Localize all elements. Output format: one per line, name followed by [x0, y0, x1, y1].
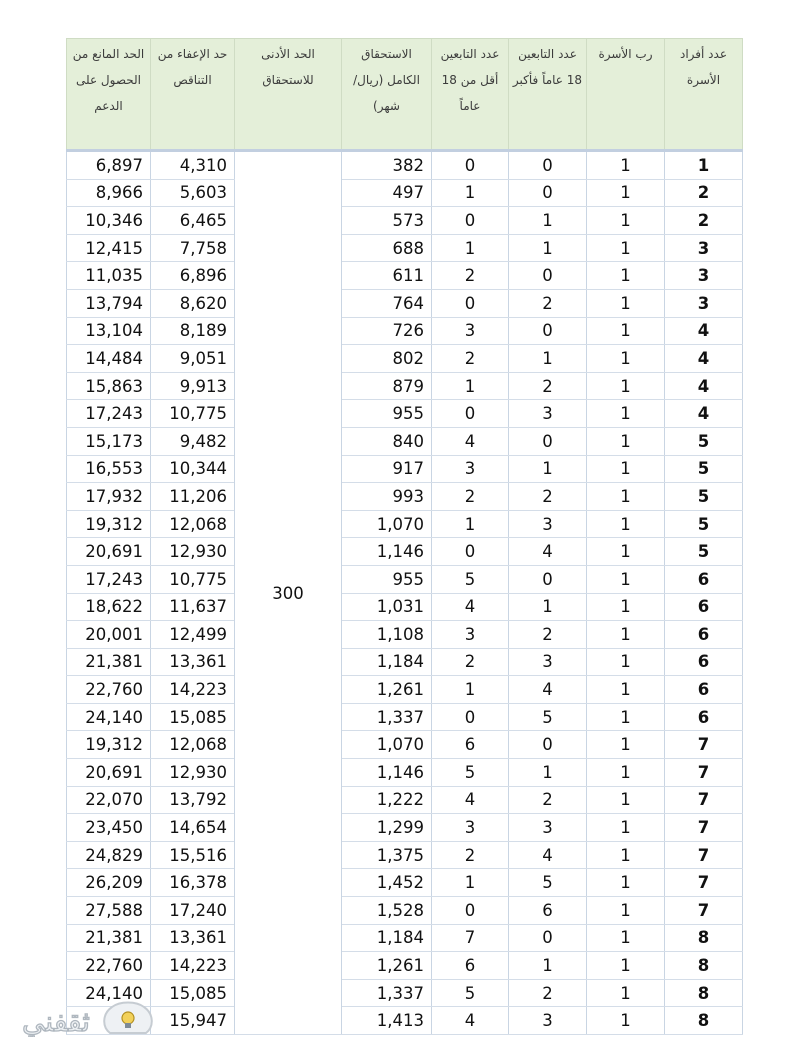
exemption-limit-cell: 10,775 [151, 565, 235, 593]
family-members-cell: 5 [665, 483, 743, 511]
exemption-limit-cell: 12,068 [151, 731, 235, 759]
dependents-under18-cell: 4 [432, 1007, 509, 1035]
table-row [67, 731, 743, 759]
full-entitlement-cell: 611 [342, 262, 432, 290]
exemption-limit-cell: 12,930 [151, 759, 235, 787]
dependents-under18-cell: 6 [432, 731, 509, 759]
exemption-limit-cell: 6,896 [151, 262, 235, 290]
exemption-limit-cell: 14,654 [151, 814, 235, 842]
dependents-over18-cell: 0 [509, 565, 587, 593]
prevent-limit-cell: 13,794 [67, 289, 151, 317]
family-members-cell: 7 [665, 731, 743, 759]
exemption-limit-cell: 9,913 [151, 372, 235, 400]
header-dependents-under18: عدد التابعين أقل من 18 عاماً [432, 39, 509, 151]
prevent-limit-cell: 26,209 [67, 869, 151, 897]
dependents-under18-cell: 0 [432, 897, 509, 925]
family-members-cell: 7 [665, 841, 743, 869]
full-entitlement-cell: 1,146 [342, 759, 432, 787]
full-entitlement-cell: 764 [342, 289, 432, 317]
prevent-limit-cell: 19,312 [67, 510, 151, 538]
table-row [67, 565, 743, 593]
prevent-limit-cell: 15,173 [67, 427, 151, 455]
table-row [67, 234, 743, 262]
table-row [67, 345, 743, 373]
exemption-limit-cell: 4,310 [151, 151, 235, 180]
family-members-cell: 7 [665, 869, 743, 897]
prevent-limit-cell: 10,346 [67, 207, 151, 235]
prevent-limit-cell: 15,863 [67, 372, 151, 400]
family-members-cell: 6 [665, 676, 743, 704]
dependents-under18-cell: 7 [432, 924, 509, 952]
dependents-over18-cell: 0 [509, 151, 587, 180]
prevent-limit-cell: 18,622 [67, 593, 151, 621]
exemption-limit-cell: 13,361 [151, 924, 235, 952]
family-members-cell: 5 [665, 510, 743, 538]
header-full-entitlement: الاستحقاق الكامل (ريال/شهر) [342, 39, 432, 151]
dependents-over18-cell: 3 [509, 1007, 587, 1035]
exemption-limit-cell: 14,223 [151, 676, 235, 704]
full-entitlement-cell: 1,070 [342, 510, 432, 538]
dependents-over18-cell: 4 [509, 538, 587, 566]
prevent-limit-cell: 17,243 [67, 400, 151, 428]
family-members-cell: 7 [665, 759, 743, 787]
exemption-limit-cell: 10,344 [151, 455, 235, 483]
full-entitlement-cell: 917 [342, 455, 432, 483]
prevent-limit-cell: 11,035 [67, 262, 151, 290]
table-body [67, 151, 743, 1035]
prevent-limit-cell: 13,104 [67, 317, 151, 345]
exemption-limit-cell: 11,206 [151, 483, 235, 511]
dependents-over18-cell: 1 [509, 234, 587, 262]
table-row [67, 151, 743, 180]
dependents-over18-cell: 4 [509, 841, 587, 869]
household-head-cell: 1 [587, 262, 665, 290]
watermark-text: ثقفني [22, 1005, 90, 1037]
dependents-over18-cell: 0 [509, 179, 587, 207]
household-head-cell: 1 [587, 897, 665, 925]
prevent-limit-cell: 24,829 [67, 841, 151, 869]
prevent-limit-cell: 8,966 [67, 179, 151, 207]
family-members-cell: 3 [665, 289, 743, 317]
dependents-under18-cell: 0 [432, 207, 509, 235]
table-row [67, 262, 743, 290]
family-members-cell: 7 [665, 786, 743, 814]
dependents-over18-cell: 1 [509, 207, 587, 235]
household-head-cell: 1 [587, 979, 665, 1007]
household-head-cell: 1 [587, 621, 665, 649]
full-entitlement-cell: 1,337 [342, 703, 432, 731]
exemption-limit-cell: 11,637 [151, 593, 235, 621]
family-members-cell: 6 [665, 621, 743, 649]
header-family-members: عدد أفراد الأسرة [665, 39, 743, 151]
table-row [67, 676, 743, 704]
exemption-limit-cell: 5,603 [151, 179, 235, 207]
dependents-over18-cell: 3 [509, 510, 587, 538]
exemption-limit-cell: 8,189 [151, 317, 235, 345]
dependents-over18-cell: 0 [509, 262, 587, 290]
prevent-limit-cell: 20,001 [67, 621, 151, 649]
table-row [67, 814, 743, 842]
prevent-limit-cell: 20,691 [67, 538, 151, 566]
dependents-under18-cell: 0 [432, 538, 509, 566]
family-members-cell: 8 [665, 979, 743, 1007]
dependents-under18-cell: 6 [432, 952, 509, 980]
family-members-cell: 3 [665, 262, 743, 290]
dependents-under18-cell: 3 [432, 317, 509, 345]
household-head-cell: 1 [587, 372, 665, 400]
household-head-cell: 1 [587, 703, 665, 731]
header-dependents-over18: عدد التابعين 18 عاماً فأكبر [509, 39, 587, 151]
min-entitlement-cell: 300 [235, 151, 342, 1035]
prevent-limit-cell: 17,932 [67, 483, 151, 511]
dependents-under18-cell: 2 [432, 345, 509, 373]
dependents-over18-cell: 0 [509, 317, 587, 345]
full-entitlement-cell: 1,070 [342, 731, 432, 759]
full-entitlement-cell: 802 [342, 345, 432, 373]
household-head-cell: 1 [587, 427, 665, 455]
prevent-limit-cell: 19,312 [67, 731, 151, 759]
table-row [67, 483, 743, 511]
prevent-limit-cell: 21,381 [67, 924, 151, 952]
family-members-cell: 6 [665, 565, 743, 593]
dependents-under18-cell: 1 [432, 510, 509, 538]
table-row [67, 455, 743, 483]
table-row [67, 207, 743, 235]
header-prevent-limit: الحد المانع من الحصول على الدعم [67, 39, 151, 151]
dependents-over18-cell: 2 [509, 979, 587, 1007]
prevent-limit-cell: 21,381 [67, 648, 151, 676]
family-members-cell: 5 [665, 427, 743, 455]
full-entitlement-cell: 573 [342, 207, 432, 235]
dependents-under18-cell: 5 [432, 565, 509, 593]
household-head-cell: 1 [587, 400, 665, 428]
full-entitlement-cell: 955 [342, 565, 432, 593]
exemption-limit-cell: 12,068 [151, 510, 235, 538]
full-entitlement-cell: 1,413 [342, 1007, 432, 1035]
table-row [67, 897, 743, 925]
prevent-limit-cell: 24,140 [67, 979, 151, 1007]
dependents-under18-cell: 1 [432, 234, 509, 262]
exemption-limit-cell: 15,085 [151, 703, 235, 731]
dependents-under18-cell: 2 [432, 262, 509, 290]
full-entitlement-cell: 1,452 [342, 869, 432, 897]
header-min-entitlement: الحد الأدنى للاستحقاق [235, 39, 342, 151]
household-head-cell: 1 [587, 869, 665, 897]
table-row [67, 538, 743, 566]
dependents-over18-cell: 1 [509, 759, 587, 787]
prevent-limit-cell: 22,760 [67, 952, 151, 980]
household-head-cell: 1 [587, 676, 665, 704]
table-row [67, 952, 743, 980]
family-members-cell: 6 [665, 593, 743, 621]
dependents-under18-cell: 5 [432, 979, 509, 1007]
table-row [67, 510, 743, 538]
exemption-limit-cell: 16,378 [151, 869, 235, 897]
exemption-limit-cell: 15,085 [151, 979, 235, 1007]
full-entitlement-cell: 1,337 [342, 979, 432, 1007]
dependents-under18-cell: 2 [432, 648, 509, 676]
dependents-over18-cell: 1 [509, 345, 587, 373]
household-head-cell: 1 [587, 841, 665, 869]
household-head-cell: 1 [587, 538, 665, 566]
full-entitlement-cell: 1,184 [342, 648, 432, 676]
household-head-cell: 1 [587, 786, 665, 814]
dependents-over18-cell: 2 [509, 372, 587, 400]
household-head-cell: 1 [587, 151, 665, 180]
family-members-cell: 1 [665, 151, 743, 180]
dependents-under18-cell: 1 [432, 372, 509, 400]
exemption-limit-cell: 15,947 [151, 1007, 235, 1035]
full-entitlement-cell: 1,108 [342, 621, 432, 649]
dependents-over18-cell: 0 [509, 731, 587, 759]
household-head-cell: 1 [587, 593, 665, 621]
full-entitlement-cell: 1,299 [342, 814, 432, 842]
household-head-cell: 1 [587, 179, 665, 207]
table-row [67, 593, 743, 621]
full-entitlement-cell: 1,261 [342, 952, 432, 980]
table-row [67, 759, 743, 787]
table-row [67, 621, 743, 649]
dependents-over18-cell: 3 [509, 814, 587, 842]
table-row [67, 289, 743, 317]
dependents-over18-cell: 0 [509, 924, 587, 952]
header-row [67, 39, 743, 151]
header-exemption-limit: حد الإعفاء من التناقص [151, 39, 235, 151]
prevent-limit-cell: 6,897 [67, 151, 151, 180]
exemption-limit-cell: 10,775 [151, 400, 235, 428]
exemption-limit-cell: 8,620 [151, 289, 235, 317]
household-head-cell: 1 [587, 924, 665, 952]
prevent-limit-cell: 20,691 [67, 759, 151, 787]
full-entitlement-cell: 879 [342, 372, 432, 400]
full-entitlement-cell: 1,222 [342, 786, 432, 814]
exemption-limit-cell: 7,758 [151, 234, 235, 262]
exemption-limit-cell: 9,482 [151, 427, 235, 455]
prevent-limit-cell: 24,140 [67, 703, 151, 731]
household-head-cell: 1 [587, 317, 665, 345]
table-row [67, 786, 743, 814]
table-row [67, 400, 743, 428]
family-members-cell: 4 [665, 372, 743, 400]
dependents-under18-cell: 4 [432, 593, 509, 621]
dependents-over18-cell: 1 [509, 952, 587, 980]
dependents-over18-cell: 1 [509, 455, 587, 483]
family-members-cell: 7 [665, 897, 743, 925]
household-head-cell: 1 [587, 483, 665, 511]
dependents-over18-cell: 3 [509, 648, 587, 676]
family-members-cell: 4 [665, 345, 743, 373]
dependents-under18-cell: 1 [432, 179, 509, 207]
full-entitlement-cell: 993 [342, 483, 432, 511]
full-entitlement-cell: 1,528 [342, 897, 432, 925]
dependents-over18-cell: 3 [509, 400, 587, 428]
dependents-over18-cell: 4 [509, 676, 587, 704]
family-members-cell: 4 [665, 400, 743, 428]
full-entitlement-cell: 1,031 [342, 593, 432, 621]
household-head-cell: 1 [587, 234, 665, 262]
family-members-cell: 8 [665, 952, 743, 980]
family-members-cell: 8 [665, 1007, 743, 1035]
family-members-cell: 2 [665, 207, 743, 235]
household-head-cell: 1 [587, 814, 665, 842]
header-household-head: رب الأسرة [587, 39, 665, 151]
dependents-under18-cell: 2 [432, 841, 509, 869]
full-entitlement-cell: 1,261 [342, 676, 432, 704]
table-row [67, 703, 743, 731]
family-members-cell: 3 [665, 234, 743, 262]
table-row [67, 979, 743, 1007]
household-head-cell: 1 [587, 345, 665, 373]
table-row [67, 1007, 743, 1035]
family-members-cell: 7 [665, 814, 743, 842]
exemption-limit-cell: 6,465 [151, 207, 235, 235]
watermark-logo [0, 1001, 160, 1037]
full-entitlement-cell: 688 [342, 234, 432, 262]
household-head-cell: 1 [587, 207, 665, 235]
prevent-limit-cell: 12,415 [67, 234, 151, 262]
exemption-limit-cell: 9,051 [151, 345, 235, 373]
table-row [67, 372, 743, 400]
household-head-cell: 1 [587, 1007, 665, 1035]
exemption-limit-cell: 12,499 [151, 621, 235, 649]
family-members-cell: 4 [665, 317, 743, 345]
household-head-cell: 1 [587, 455, 665, 483]
dependents-over18-cell: 5 [509, 703, 587, 731]
dependents-under18-cell: 3 [432, 455, 509, 483]
dependents-under18-cell: 4 [432, 786, 509, 814]
support-table [66, 38, 743, 1035]
prevent-limit-cell: 14,484 [67, 345, 151, 373]
household-head-cell: 1 [587, 731, 665, 759]
dependents-under18-cell: 5 [432, 759, 509, 787]
prevent-limit-cell: 22,760 [67, 676, 151, 704]
household-head-cell: 1 [587, 289, 665, 317]
exemption-limit-cell: 17,240 [151, 897, 235, 925]
exemption-limit-cell: 13,792 [151, 786, 235, 814]
dependents-over18-cell: 2 [509, 621, 587, 649]
dependents-under18-cell: 0 [432, 703, 509, 731]
lightbulb-icon [104, 1003, 152, 1034]
dependents-under18-cell: 4 [432, 427, 509, 455]
table-row [67, 427, 743, 455]
full-entitlement-cell: 1,375 [342, 841, 432, 869]
full-entitlement-cell: 382 [342, 151, 432, 180]
full-entitlement-cell: 497 [342, 179, 432, 207]
dependents-over18-cell: 2 [509, 289, 587, 317]
prevent-limit-cell: 22,070 [67, 786, 151, 814]
family-members-cell: 6 [665, 703, 743, 731]
prevent-limit-cell: 27,588 [67, 897, 151, 925]
family-members-cell: 2 [665, 179, 743, 207]
dependents-under18-cell: 3 [432, 814, 509, 842]
dependents-over18-cell: 6 [509, 897, 587, 925]
table-row [67, 841, 743, 869]
exemption-limit-cell: 14,223 [151, 952, 235, 980]
dependents-under18-cell: 0 [432, 400, 509, 428]
dependents-over18-cell: 2 [509, 786, 587, 814]
prevent-limit-cell: 16,553 [67, 455, 151, 483]
exemption-limit-cell: 12,930 [151, 538, 235, 566]
full-entitlement-cell: 955 [342, 400, 432, 428]
prevent-limit-cell: 23,450 [67, 814, 151, 842]
dependents-under18-cell: 0 [432, 151, 509, 180]
table-row [67, 648, 743, 676]
table-row [67, 924, 743, 952]
household-head-cell: 1 [587, 648, 665, 676]
household-head-cell: 1 [587, 759, 665, 787]
household-head-cell: 1 [587, 952, 665, 980]
dependents-over18-cell: 5 [509, 869, 587, 897]
exemption-limit-cell: 15,516 [151, 841, 235, 869]
family-members-cell: 5 [665, 538, 743, 566]
family-members-cell: 8 [665, 924, 743, 952]
dependents-under18-cell: 1 [432, 676, 509, 704]
dependents-over18-cell: 1 [509, 593, 587, 621]
table-row [67, 869, 743, 897]
dependents-under18-cell: 2 [432, 483, 509, 511]
full-entitlement-cell: 1,146 [342, 538, 432, 566]
dependents-under18-cell: 1 [432, 869, 509, 897]
exemption-limit-cell: 13,361 [151, 648, 235, 676]
dependents-under18-cell: 3 [432, 621, 509, 649]
table-row [67, 317, 743, 345]
household-head-cell: 1 [587, 510, 665, 538]
dependents-over18-cell: 2 [509, 483, 587, 511]
full-entitlement-cell: 840 [342, 427, 432, 455]
household-head-cell: 1 [587, 565, 665, 593]
prevent-limit-cell: 17,243 [67, 565, 151, 593]
full-entitlement-cell: 726 [342, 317, 432, 345]
dependents-over18-cell: 0 [509, 427, 587, 455]
dependents-under18-cell: 0 [432, 289, 509, 317]
family-members-cell: 5 [665, 455, 743, 483]
table-row [67, 179, 743, 207]
full-entitlement-cell: 1,184 [342, 924, 432, 952]
family-members-cell: 6 [665, 648, 743, 676]
